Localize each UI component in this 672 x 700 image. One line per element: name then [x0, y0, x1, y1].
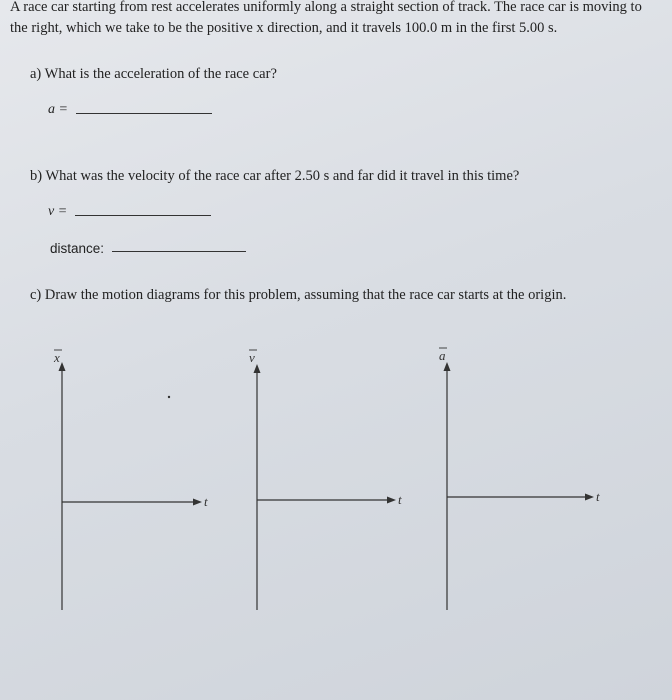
velocity-answer-label: v =	[48, 204, 68, 219]
x-graph-right-arrow-icon	[193, 499, 202, 506]
distance-answer-label: distance:	[50, 241, 105, 256]
v-graph-t-label: t	[398, 492, 402, 507]
a-graph-up-arrow-icon	[444, 362, 451, 371]
problem-intro: A race car starting from rest accelerates uniformly along a straight section of track. The race car is moving to the right, which we take to be the positive x direction, and it travels 100.0 m in the first 5.00 s.	[10, 0, 642, 36]
a-graph-right-arrow-icon	[585, 494, 594, 501]
part-b-question: b) What was the velocity of the race car after 2.50 s and far did it travel in this time?	[30, 168, 520, 184]
a-graph-y-label: a	[439, 348, 446, 363]
acceleration-answer-label: a =	[48, 102, 68, 117]
part-c-question: c) Draw the motion diagrams for this problem, assuming that the race car starts at the origin.	[30, 287, 567, 303]
x-graph-t-label: t	[204, 494, 208, 509]
a-graph-t-label: t	[596, 489, 600, 504]
v-graph-y-label: v	[249, 350, 255, 365]
v-graph-right-arrow-icon	[387, 497, 396, 504]
v-graph-up-arrow-icon	[254, 364, 261, 373]
x-graph-y-label: x	[54, 350, 60, 365]
part-a-question: a) What is the acceleration of the race car?	[30, 66, 277, 82]
stray-dot	[168, 396, 170, 398]
